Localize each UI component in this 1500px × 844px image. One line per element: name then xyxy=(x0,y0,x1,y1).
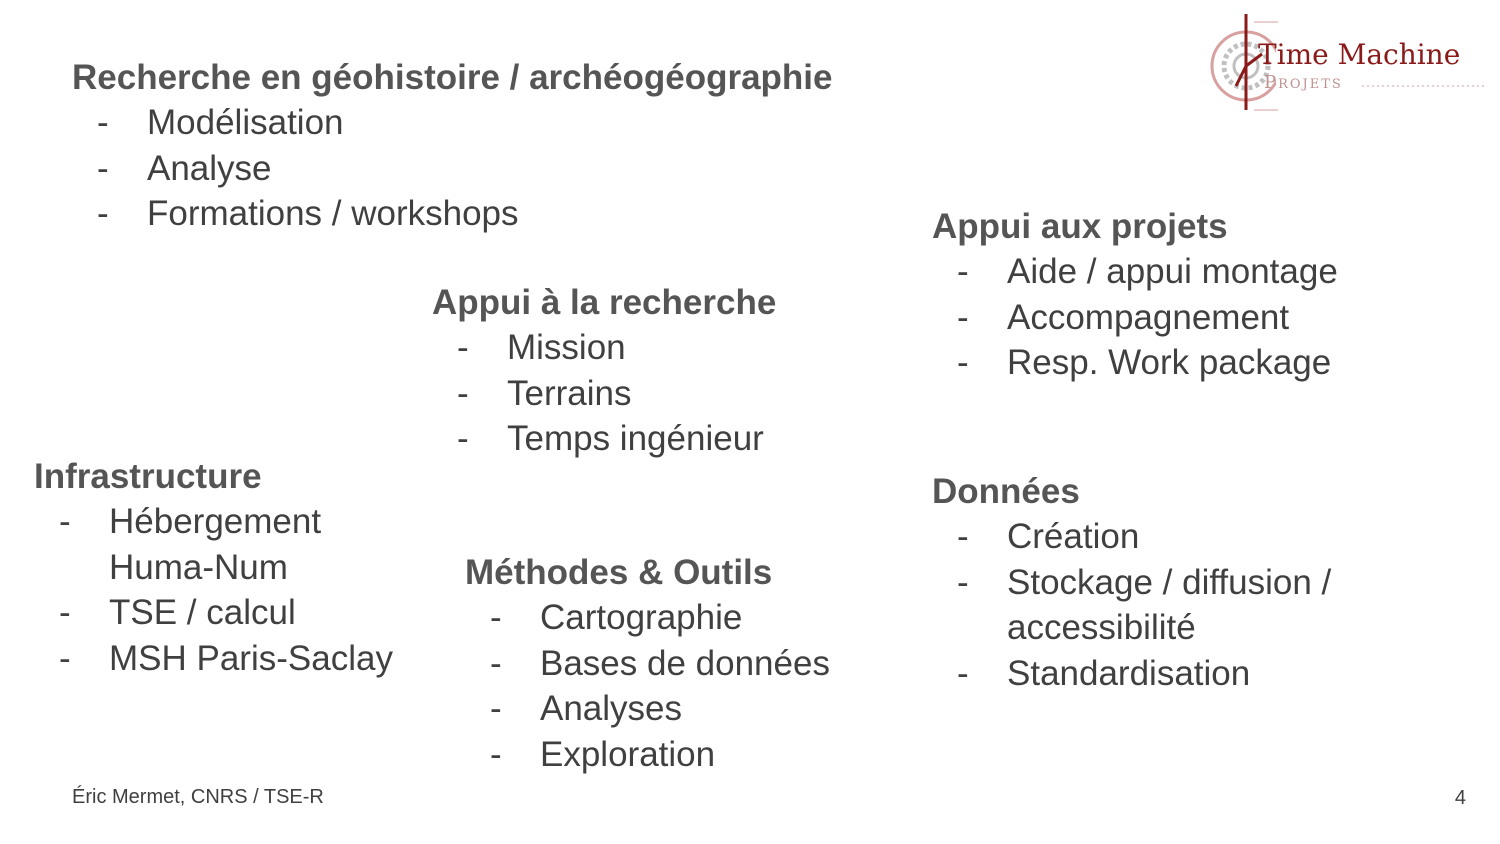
list-item: - Accompagnement xyxy=(957,297,1290,337)
list-item: - Terrains xyxy=(457,373,632,413)
section-title: Infrastructure xyxy=(34,457,262,496)
bullet-list xyxy=(59,499,393,681)
list-item: - MSH Paris-Saclay xyxy=(59,638,393,678)
list-item: - Formations / workshops xyxy=(97,194,519,233)
section-title: Méthodes & Outils xyxy=(465,553,773,592)
list-item: - Stockage / diffusion / accessibilité xyxy=(957,562,1332,647)
section-recherche xyxy=(72,56,833,237)
list-item: - Création xyxy=(957,517,1140,556)
section-methodes-outils xyxy=(465,551,830,777)
bullet-list xyxy=(957,249,1338,386)
section-title: Appui aux projets xyxy=(932,207,1228,246)
logo-title: Time Machine xyxy=(1258,38,1461,71)
section-infrastructure xyxy=(34,455,393,681)
list-item: - TSE / calcul xyxy=(59,593,296,632)
bullet-list xyxy=(457,325,776,462)
section-appui-recherche xyxy=(432,281,776,462)
list-item: - Analyses xyxy=(490,689,683,728)
page-number: 4 xyxy=(1454,787,1466,809)
list-item: - Resp. Work package xyxy=(957,343,1332,382)
list-item: - Mission xyxy=(457,328,626,367)
section-title: Appui à la recherche xyxy=(432,283,777,322)
list-item: - Temps ingénieur xyxy=(457,419,764,458)
list-item: - Exploration xyxy=(490,734,716,774)
footer-author: Éric Mermet, CNRS / TSE-R xyxy=(72,786,324,808)
bullet-list xyxy=(490,595,830,777)
bullet-list xyxy=(957,514,1332,696)
bullet-list xyxy=(97,100,833,237)
section-appui-projets xyxy=(932,205,1338,386)
time-machine-logo xyxy=(1206,10,1488,118)
list-item: - Standardisation xyxy=(957,653,1251,693)
section-title: Données xyxy=(932,472,1080,511)
section-donnees xyxy=(932,470,1331,696)
logo-subtitle: Projets xyxy=(1264,72,1343,93)
list-item: - Analyse xyxy=(97,148,272,188)
list-item: - Modélisation xyxy=(97,103,344,142)
list-item: - Hébergement Huma-Num xyxy=(59,502,322,587)
section-title: Recherche en géohistoire / archéogéographie xyxy=(72,58,833,97)
list-item: - Aide / appui montage xyxy=(957,252,1338,291)
list-item: - Cartographie xyxy=(490,598,743,637)
list-item: - Bases de données xyxy=(490,643,830,683)
